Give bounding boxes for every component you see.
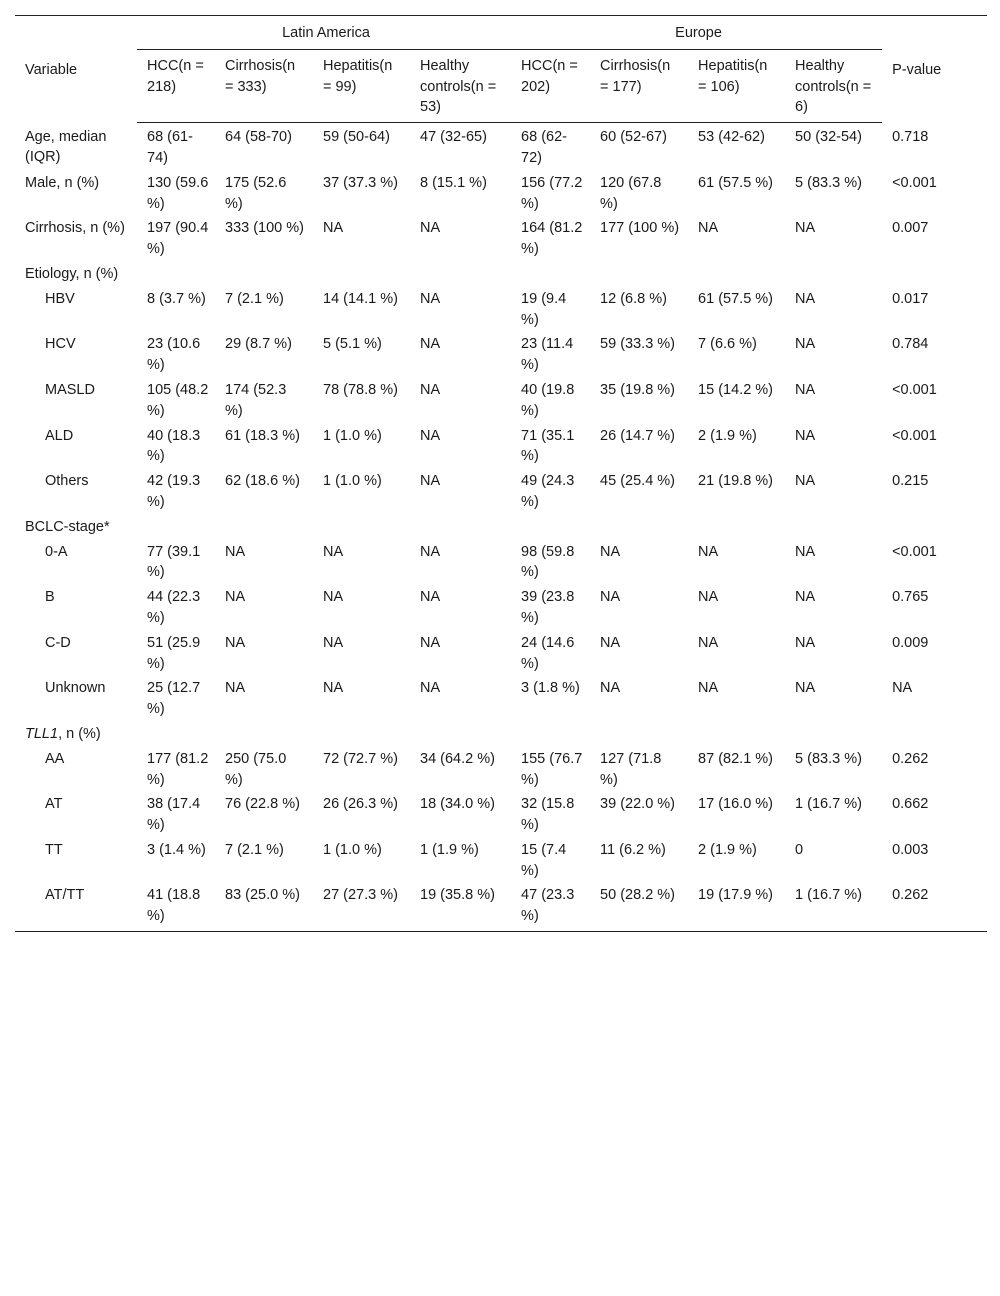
row-label: Age, median (IQR): [25, 128, 107, 166]
table-cell: NA: [420, 427, 441, 444]
table-cell: [688, 515, 785, 540]
table-cell: 32 (15.8 %): [521, 796, 575, 834]
table-cell: [215, 262, 313, 287]
pvalue-cell: <0.001: [892, 427, 937, 444]
table-cell: 27 (27.3 %): [313, 883, 410, 931]
table-cell: NA: [420, 680, 441, 697]
table-cell: 50 (32-54): [795, 129, 862, 146]
pvalue-cell: [882, 262, 987, 287]
row-label: Cirrhosis, n (%): [25, 220, 125, 237]
table-cell: [511, 722, 590, 747]
row-label: HBV: [45, 290, 75, 307]
row-label: B: [45, 589, 55, 606]
row-label: AT: [45, 796, 63, 813]
table-cell: [313, 262, 410, 287]
table-cell: 1 (1.0 %): [323, 427, 382, 444]
table-cell: 8 (3.7 %): [147, 290, 206, 307]
table-cell: 7 (2.1 %): [225, 841, 284, 858]
table-cell: NA: [225, 680, 246, 697]
table-cell: 1 (1.0 %): [323, 841, 382, 858]
table-cell: [137, 515, 215, 540]
table-cell: NA: [420, 634, 441, 651]
table-row: [15, 676, 987, 722]
row-label: C-D: [45, 634, 71, 651]
table-cell: 51 (25.9 %): [147, 634, 201, 672]
table-cell: NA: [795, 680, 816, 697]
row-label-gene: TLL1: [25, 725, 59, 742]
table-cell: 127 (71.8 %): [600, 750, 662, 788]
table-cell: 23 (11.4 %): [521, 336, 574, 374]
table-cell: [590, 515, 688, 540]
table-cell: 62 (18.6 %): [225, 473, 300, 490]
table-cell: 61 (57.5 %): [698, 290, 774, 307]
table-cell: 15 (7.4 %): [521, 841, 567, 879]
column-header: Cirrhosis(n = 333): [215, 49, 313, 122]
table-cell: 177 (81.2 %): [147, 750, 209, 788]
table-row: [15, 883, 987, 931]
table-cell: 177 (100 %): [600, 220, 680, 237]
table-cell: [410, 262, 511, 287]
pvalue-cell: [882, 515, 987, 540]
pvalue-cell: 0.262: [882, 883, 987, 931]
table-cell: 23 (10.6 %): [147, 336, 201, 374]
table-cell: NA: [795, 427, 816, 444]
table-cell: 1 (1.9 %): [420, 841, 479, 858]
table-cell: 105 (48.2 %): [147, 381, 209, 419]
table-cell: NA: [323, 589, 344, 606]
table-cell: 76 (22.8 %): [225, 796, 300, 813]
table-cell: NA: [795, 589, 816, 606]
row-label: AA: [45, 750, 65, 767]
table-cell: NA: [420, 290, 441, 307]
table-cell: 250 (75.0 %): [225, 750, 287, 788]
table-cell: 24 (14.6 %): [521, 634, 575, 672]
table-cell: 1 (16.7 %): [795, 796, 862, 813]
row-label: Etiology, n (%): [25, 265, 119, 282]
row-label: BCLC-stage*: [25, 518, 110, 535]
table-cell: NA: [420, 336, 441, 353]
table-cell: 71 (35.1 %): [521, 427, 575, 465]
pvalue-cell: 0.017: [892, 290, 929, 307]
table-cell: 19 (9.4 %): [521, 290, 567, 328]
table-row: [15, 216, 987, 262]
table-cell: 72 (72.7 %): [323, 750, 398, 767]
table-cell: 3 (1.8 %): [521, 680, 580, 697]
table-cell: 77 (39.1 %): [147, 543, 201, 581]
pvalue-cell: <0.001: [892, 543, 937, 560]
table-cell: NA: [420, 543, 441, 560]
table-cell: NA: [600, 543, 621, 560]
table-cell: NA: [795, 336, 816, 353]
table-cell: NA: [795, 543, 816, 560]
table-cell: 83 (25.0 %): [215, 883, 313, 931]
table-cell: 34 (64.2 %): [420, 750, 495, 767]
variable-header: Variable: [15, 16, 137, 123]
table-cell: [590, 722, 688, 747]
column-header: Hepatitis(n = 106): [688, 49, 785, 122]
table-cell: [313, 722, 410, 747]
table-cell: 19 (35.8 %): [410, 883, 511, 931]
table-cell: 5 (83.3 %): [795, 750, 862, 767]
column-header: HCC(n = 218): [137, 49, 215, 122]
table-cell: 120 (67.8 %): [600, 174, 662, 212]
pvalue-cell: 0.003: [892, 841, 929, 858]
table-cell: 7 (2.1 %): [225, 290, 284, 307]
table-cell: NA: [323, 680, 344, 697]
table-cell: NA: [795, 634, 816, 651]
table-row: [15, 515, 987, 540]
row-label: [15, 722, 137, 747]
table-cell: 40 (19.8 %): [521, 381, 575, 419]
table-cell: 44 (22.3 %): [147, 589, 201, 626]
table-row: [15, 631, 987, 677]
table-cell: 42 (19.3 %): [147, 473, 201, 510]
table-cell: [137, 262, 215, 287]
pvalue-cell: 0.215: [892, 473, 929, 490]
pvalue-cell: 0.765: [892, 589, 929, 606]
table-cell: 59 (50-64): [323, 129, 390, 146]
table-cell: NA: [600, 589, 621, 606]
table-cell: NA: [420, 381, 441, 398]
table-cell: [137, 722, 215, 747]
table-cell: [511, 262, 590, 287]
table-cell: 40 (18.3 %): [147, 427, 201, 465]
table-cell: 14 (14.1 %): [323, 290, 398, 307]
table-cell: NA: [795, 473, 816, 490]
table-cell: [215, 515, 313, 540]
column-header: HCC(n = 202): [511, 49, 590, 122]
table-row: [15, 585, 987, 631]
row-label: ALD: [45, 427, 74, 444]
table-cell: 19 (17.9 %): [688, 883, 785, 931]
table-row: [15, 838, 987, 884]
table-cell: 38 (17.4 %): [147, 796, 201, 834]
table-cell: 15 (14.2 %): [698, 381, 774, 398]
table-cell: 45 (25.4 %): [600, 473, 676, 490]
table-cell: 11 (6.2 %): [600, 841, 666, 858]
table-cell: NA: [795, 290, 816, 307]
table-cell: 155 (76.7 %): [521, 750, 583, 788]
table-cell: 68 (62-72): [521, 129, 567, 166]
table-cell: [590, 262, 688, 287]
table-cell: 26 (14.7 %): [600, 427, 676, 444]
column-header: Healthy controls(n = 6): [785, 49, 882, 122]
table-cell: [511, 515, 590, 540]
table-cell: [785, 262, 882, 287]
pvalue-cell: 0.718: [892, 128, 929, 145]
table-cell: 26 (26.3 %): [323, 796, 398, 813]
table-cell: [215, 722, 313, 747]
table-cell: 39 (22.0 %): [600, 796, 676, 813]
table-cell: 78 (78.8 %): [323, 381, 398, 398]
table-row: [15, 332, 987, 378]
table-cell: NA: [600, 680, 621, 697]
table-cell: NA: [323, 634, 344, 651]
table-cell: 53 (42-62): [698, 129, 765, 146]
table-cell: 17 (16.0 %): [698, 796, 774, 813]
pvalue-header: P-value: [882, 16, 987, 123]
table-cell: 5 (5.1 %): [323, 336, 382, 353]
table-cell: 7 (6.6 %): [698, 336, 757, 353]
table-cell: NA: [225, 589, 246, 606]
table-cell: NA: [600, 634, 621, 651]
table-cell: 12 (6.8 %): [600, 290, 667, 307]
table-cell: 21 (19.8 %): [698, 473, 774, 490]
pvalue-cell: <0.001: [892, 174, 937, 191]
table-cell: 87 (82.1 %): [698, 750, 774, 767]
table-cell: 18 (34.0 %): [420, 796, 495, 813]
column-header: Healthy controls(n = 53): [410, 49, 511, 122]
row-label: TT: [45, 841, 63, 858]
row-label: AT/TT: [15, 883, 137, 931]
table-cell: 197 (90.4 %): [147, 220, 209, 258]
table-row: [15, 123, 987, 171]
table-cell: NA: [698, 220, 719, 237]
row-label: Others: [45, 473, 89, 490]
table-cell: 0: [795, 841, 804, 858]
pvalue-cell: 0.007: [892, 220, 929, 237]
table-cell: NA: [323, 220, 344, 237]
table-cell: 3 (1.4 %): [147, 841, 206, 858]
pvalue-cell: NA: [892, 680, 913, 697]
pvalue-cell: 0.009: [892, 634, 929, 651]
table-header: [15, 16, 987, 123]
table-cell: NA: [698, 543, 719, 560]
table-cell: 61 (57.5 %): [698, 174, 774, 191]
table-cell: 5 (83.3 %): [795, 174, 862, 191]
table-row: [15, 540, 987, 586]
table-row: [15, 792, 987, 838]
table-cell: 41 (18.8 %): [137, 883, 215, 931]
table-cell: 2 (1.9 %): [698, 841, 757, 858]
table-cell: NA: [795, 381, 816, 398]
table-cell: NA: [795, 220, 816, 237]
table-cell: [410, 515, 511, 540]
row-label: Male, n (%): [25, 174, 100, 191]
table-cell: 29 (8.7 %): [225, 336, 292, 353]
table-row: [15, 424, 987, 470]
table-cell: 60 (52-67): [600, 129, 667, 146]
table-cell: 1 (1.0 %): [323, 473, 382, 490]
table-cell: [410, 722, 511, 747]
table-cell: NA: [420, 473, 441, 490]
table-cell: 130 (59.6 %): [147, 174, 209, 212]
table-cell: [688, 722, 785, 747]
table-cell: 175 (52.6 %): [225, 174, 287, 212]
table-row: [15, 287, 987, 333]
table-cell: 50 (28.2 %): [590, 883, 688, 931]
table-cell: 39 (23.8 %): [521, 589, 575, 626]
table-cell: NA: [698, 589, 719, 606]
row-label-suffix: , n (%): [58, 725, 101, 742]
column-header: Cirrhosis(n = 177): [590, 49, 688, 122]
column-header: Hepatitis(n = 99): [313, 49, 410, 122]
pvalue-cell: <0.001: [892, 381, 937, 398]
table-cell: 164 (81.2 %): [521, 220, 583, 258]
table-row: [15, 378, 987, 424]
table-cell: [785, 515, 882, 540]
table-row: [15, 262, 987, 287]
table-body: [15, 123, 987, 932]
table-row: [15, 722, 987, 747]
table-cell: 333 (100 %): [225, 220, 304, 237]
table-cell: 49 (24.3 %): [521, 473, 575, 510]
table-cell: 8 (15.1 %): [420, 174, 487, 191]
pvalue-cell: 0.784: [892, 336, 929, 353]
pvalue-cell: 0.262: [892, 750, 929, 767]
table-cell: 25 (12.7 %): [147, 680, 201, 718]
table-cell: NA: [698, 634, 719, 651]
table-cell: 35 (19.8 %): [600, 381, 676, 398]
table-row: [15, 747, 987, 793]
table-cell: 174 (52.3 %): [225, 381, 287, 419]
table-cell: NA: [225, 543, 246, 560]
group-header-europe: Europe: [511, 16, 882, 50]
table-cell: [313, 515, 410, 540]
table-cell: NA: [420, 220, 441, 237]
table-cell: 47 (32-65): [420, 129, 487, 146]
table-cell: NA: [698, 680, 719, 697]
group-header-latin-america: Latin America: [137, 16, 511, 50]
table-cell: 59 (33.3 %): [600, 336, 676, 353]
table-cell: NA: [420, 589, 441, 606]
table-cell: [785, 722, 882, 747]
row-label: Unknown: [45, 680, 106, 697]
table-cell: 1 (16.7 %): [785, 883, 882, 931]
table-cell: [688, 262, 785, 287]
table-row: [15, 469, 987, 515]
table-cell: 2 (1.9 %): [698, 427, 757, 444]
table-cell: 61 (18.3 %): [225, 427, 300, 444]
pvalue-cell: 0.662: [892, 796, 929, 813]
table-cell: 156 (77.2 %): [521, 174, 583, 212]
pvalue-cell: [882, 722, 987, 747]
row-label: 0-A: [45, 543, 68, 560]
table-cell: 37 (37.3 %): [323, 174, 398, 191]
table-cell: 64 (58-70): [225, 129, 292, 146]
row-label: HCV: [45, 336, 76, 353]
table-cell: 98 (59.8 %): [521, 543, 575, 581]
table-cell: 47 (23.3 %): [511, 883, 590, 931]
row-label: MASLD: [45, 381, 95, 398]
table-cell: NA: [225, 634, 246, 651]
table-cell: NA: [323, 543, 344, 560]
table-cell: 68 (61-74): [147, 129, 193, 166]
data-table: [15, 15, 987, 932]
table-row: [15, 171, 987, 217]
